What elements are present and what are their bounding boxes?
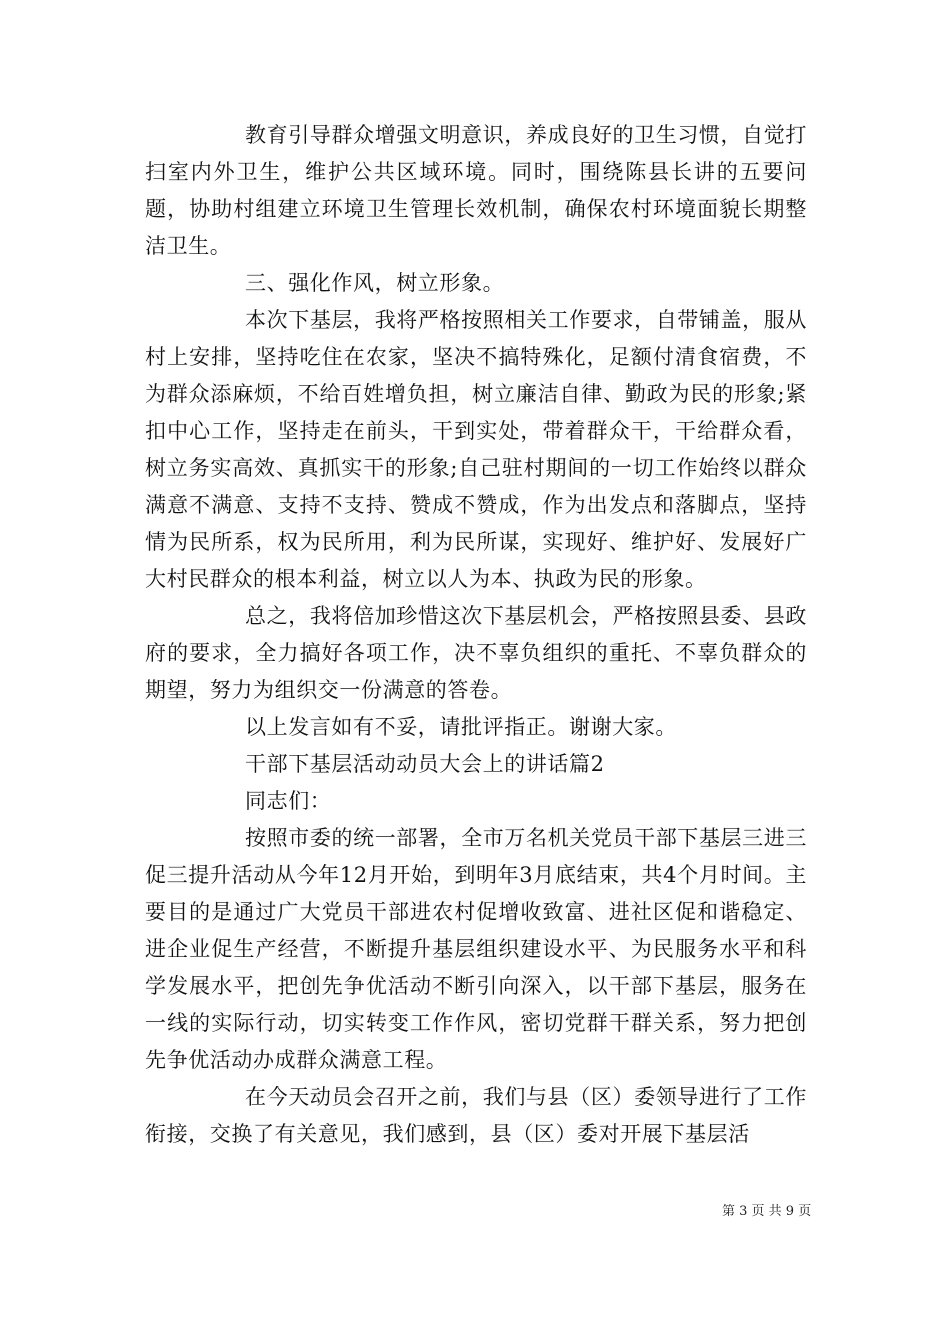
paragraph-continuation: [145, 117, 807, 265]
paragraph: 总之，我将倍加珍惜这次下基层机会，严格按照县委、县政府的要求，全力搞好各项工作，决不辜负组织的重托、不辜负群众的期望，努力为组织交一份满意的答卷。: [145, 604, 807, 702]
body-text: [145, 117, 807, 1153]
page-number: 第 3 页 共 9 页: [722, 1204, 812, 1219]
paragraph: 在今天动员会召开之前，我们与县（区）委领导进行了工作衔接，交换了有关意见，我们感到，县（区）委对开展下基层活: [145, 1085, 807, 1146]
paragraph: 按照市委的统一部署，全市万名机关党员干部下基层三进三促三提升活动从今年12月开始，到明年3月底结束，共4个月时间。主要目的是通过广大党员干部进农村促增收致富、进社区促和谐稳定、进企业促生产经营，不断提升基层组织建设水平、为民服务水平和科学发展水平，把创先争优活动不断引向深入，以干部下基层，服务在一线的实际行动，切实转变工作作风，密切党群干群关系，努力把创先争优活动办成群众满意工程。: [145, 826, 807, 1072]
salutation: 同志们：: [245, 789, 332, 813]
paragraph: 本次下基层，我将严格按照相关工作要求，自带铺盖，服从村上安排，坚持吃住在农家，坚决不搞特殊化，足额付清食宿费，不为群众添麻烦，不给百姓增负担，树立廉洁自律、勤政为民的形象;紧扣中心工作，坚持走在前头，干到实处，带着群众干，干给群众看，树立务实高效、真抓实干的形象;自己驻村期间的一切工作始终以群众满意不满意、支持不支持、赞成不赞成，作为出发点和落脚点，坚持情为民所系，权为民所用，利为民所谋，实现好、维护好、发展好广大村民群众的根本利益，树立以人为本、执政为民的形象。: [145, 308, 807, 591]
paragraph-text: 教育引导群众增强文明意识，养成良好的卫生习惯，自觉打扫室内外卫生，维护公共区域环境。同时，围绕陈县长讲的五要问题，协助村组建立环境卫生管理长效机制，确保农村环境面貌长期整洁卫生。: [145, 123, 807, 258]
paragraph-closing: 以上发言如有不妥，请批评指正。谢谢大家。: [245, 715, 677, 739]
section-heading: 三、强化作风，树立形象。: [245, 271, 505, 295]
article-title: 干部下基层活动动员大会上的讲话篇2: [245, 752, 605, 776]
